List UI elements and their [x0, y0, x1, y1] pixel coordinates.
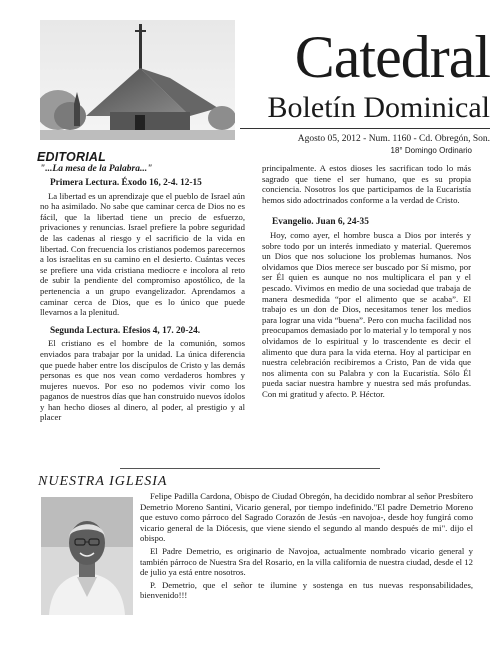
iglesia-heading: NUESTRA IGLESIA [38, 474, 168, 489]
masthead-rule [240, 128, 490, 129]
reading-heading: Segunda Lectura. Efesios 4, 17. 20-24. [50, 325, 201, 336]
section-divider [120, 468, 380, 469]
reading-paragraph: Hoy, como ayer, el hombre busca a Dios por interés y sobre todo por un interés inmediato y material. Queremos un Dios que nos solucione los problemas humanos. Nos olvidamos que Dios merece ser buscado por Sí mismo, por ser Él quien es aunque no nos multiplicara el pan y el pescado. Vivimos en medio de una sociedad que trabaja de manera desmedida “por el alimento que se acaba”. El trabajo es un don de Dios, necesitamos tener los medios para lograr una vida “buena”. Pero con mucha facilidad nos preocupamos demasiado por lo material y lo temporal y nos olvidamos de lo espiritual y lo trascendente es decir el alimento que dura para la vida eterna. Hoy al participar en nuestra celebración recibiremos a Cristo, Pan de vida que nos alimenta con su Palabra y con la Eucaristía. Sólo Él pueda saciar nuestra hambre y nuestra sed más profundas. Con mi gratitud y afecto. P. Héctor. [262, 229, 471, 399]
editorial-subtitle: "...La mesa de la Palabra..." [40, 164, 153, 174]
article-paragraph: P. Demetrio, que el señor te ilumine y sostenga en tus nuevas responsabilidades, bienvenido!!! [140, 579, 473, 601]
liturgical-sunday: 18° Domingo Ordinario [390, 146, 472, 155]
editorial-heading: EDITORIAL [37, 150, 106, 164]
masthead-title: Catedral [294, 24, 490, 90]
reading-paragraph: El cristiano es el hombre de la comunión, somos enviados para trabajar por la unidad. La única diferencia que puede haber entre los discípulos de Cristo y las demás personas es que nos vean como verdaderos hombres y mujeres nuevos. Por eso no podemos vivir como los paganos de nuestros días que han construido nuevos ídolos y han hecho dioses al dinero, al poder, al prestigio y al placer [40, 338, 245, 423]
priest-portrait-icon [41, 497, 133, 615]
issue-line: Agosto 05, 2012 - Num. 1160 - Cd. Obregón, Son. [297, 134, 490, 144]
reading-paragraph: principalmente. A estos dioses les sacrifican todo lo más sagrado que tiene el ser humano, que es su propia conciencia. Nosotros los que participamos de la Eucaristía hemos sido adoctrinados conforme a la verdad de Cristo. [262, 163, 471, 205]
reading-heading: Evangelio. Juan 6, 24-35 [272, 217, 369, 228]
reading-heading: Primera Lectura. Éxodo 16, 2-4. 12-15 [50, 178, 202, 188]
editorial-left-column [40, 178, 245, 427]
editorial-right-column [262, 163, 471, 403]
article-paragraph: Felipe Padilla Cardona, Obispo de Ciudad Obregón, ha decidido nombrar al señor Presbítero Demetrio Moreno Santini, Vicario general, por tiempo indefinido."El padre Demetrio Moreno que estuvo como párroco del Sagrado Corazón de Jesús -en navojoa-, desde hoy fungirá como vicario general de la Diócesis, que viene siendo el segundo al mando después de mi". dijo el obispo. [140, 491, 473, 544]
article-paragraph: El Padre Demetrio, es originario de Navojoa, actualmente nombrado vicario general y también párroco de Nuestra Sra del Rosario, en la villa california de nuestra ciudad, desde el 12 de julio ya está entre nosotros. [140, 545, 473, 578]
reading-paragraph: La libertad es un aprendizaje que el pueblo de Israel aún no ha asimilado. No sabe que caminar cerca de Dios no es fácil, que la libertad tiene un precio de esfuerzo, privaciones y renuncias. Israel prefiere la pobre seguridad de las cadenas al riesgo y el sacrificio de la vida en libertad. Con frecuencia los cristianos podemos parecernos a los israelitas en su camino en el desierto. Cuántas veces se prefiere una vida cristiana mediocre e incolora al reto de subir la pendiente del compromiso apostólico, de la pertenencia a un grupo evangelizador. Aprendamos a caminar cerca de Dios, que es lo único que puede llevarnos a la plenitud. [40, 190, 245, 318]
cathedral-photo-icon [40, 20, 235, 140]
masthead-subtitle: Boletín Dominical [267, 91, 490, 124]
iglesia-article [140, 491, 473, 603]
